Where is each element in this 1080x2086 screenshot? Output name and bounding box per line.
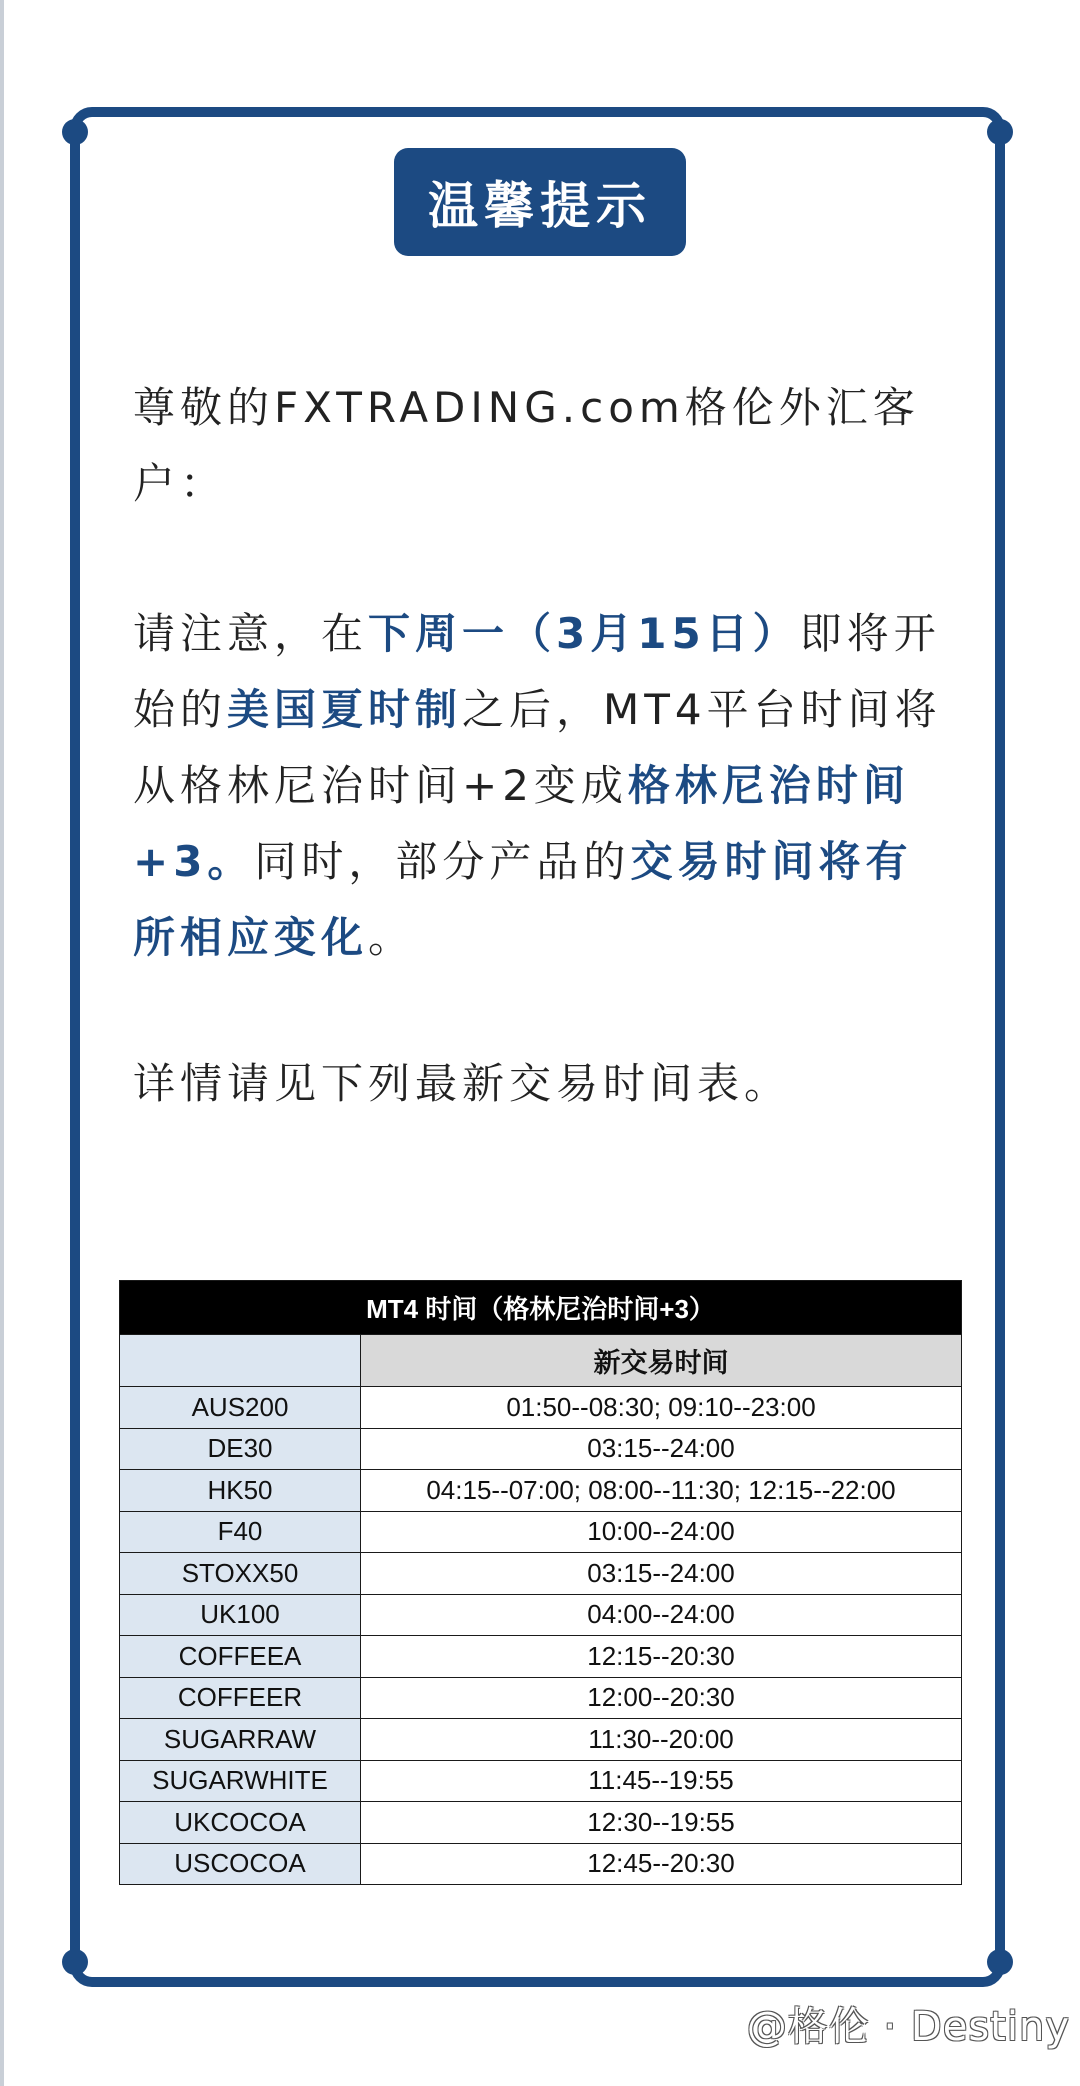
trading-hours-cell: 04:00--24:00	[361, 1594, 962, 1636]
symbol-cell: SUGARRAW	[120, 1719, 361, 1761]
notice-highlight-date: 下周一（3月15日）	[368, 609, 800, 658]
trading-hours-cell: 12:15--20:30	[361, 1636, 962, 1678]
table-header-row	[120, 1335, 962, 1387]
trading-hours-cell: 04:15--07:00; 08:00--11:30; 12:15--22:00	[361, 1470, 962, 1512]
notice-highlight-gmt: 格林尼治时间+3。	[133, 761, 910, 886]
symbol-cell: COFFEER	[120, 1677, 361, 1719]
left-edge-line	[0, 0, 4, 2086]
trading-hours-table	[119, 1280, 962, 1885]
corner-dot	[987, 1949, 1013, 1975]
symbol-cell: UKCOCOA	[120, 1802, 361, 1844]
dst-notice-paragraph	[133, 596, 953, 976]
trading-hours-cell: 03:15--24:00	[361, 1553, 962, 1595]
greeting-paragraph: 尊敬的FXTRADING.com格伦外汇客户：	[133, 383, 920, 508]
notice-text: 请注意，在	[133, 609, 369, 658]
details-paragraph: 详情请见下列最新交易时间表。	[133, 1059, 792, 1108]
notice-title: 温馨提示	[394, 148, 686, 256]
symbol-cell: COFFEEA	[120, 1636, 361, 1678]
corner-dot	[62, 119, 88, 145]
watermark: @格伦 · Destiny	[746, 2004, 1070, 2050]
notice-highlight-dst: 美国夏时制	[227, 685, 463, 734]
table-title-row	[120, 1281, 962, 1335]
table-row	[120, 1553, 962, 1595]
trading-hours-cell: 12:45--20:30	[361, 1843, 962, 1885]
table-row	[120, 1843, 962, 1885]
table-row	[120, 1760, 962, 1802]
symbol-cell: AUS200	[120, 1387, 361, 1429]
symbol-cell: STOXX50	[120, 1553, 361, 1595]
trading-hours-cell: 01:50--08:30; 09:10--23:00	[361, 1387, 962, 1429]
trading-hours-cell: 10:00--24:00	[361, 1511, 962, 1553]
table-row	[120, 1387, 962, 1429]
notice-highlight-hours: 交易时间将有所相应变化	[133, 837, 913, 962]
table-header-new-hours: 新交易时间	[361, 1335, 962, 1387]
symbol-cell: SUGARWHITE	[120, 1760, 361, 1802]
table-row	[120, 1594, 962, 1636]
notice-text: 。	[368, 913, 416, 962]
trading-hours-cell: 12:30--19:55	[361, 1802, 962, 1844]
notice-text: 之后，MT4平台时间将从格林尼治时间+2变成	[133, 685, 942, 810]
symbol-cell: USCOCOA	[120, 1843, 361, 1885]
trading-hours-cell: 03:15--24:00	[361, 1428, 962, 1470]
table-body	[120, 1387, 962, 1885]
symbol-cell: DE30	[120, 1428, 361, 1470]
corner-dot	[62, 1949, 88, 1975]
symbol-cell: UK100	[120, 1594, 361, 1636]
table-row	[120, 1802, 962, 1844]
table-row	[120, 1636, 962, 1678]
table-row	[120, 1470, 962, 1512]
trading-hours-cell: 11:30--20:00	[361, 1719, 962, 1761]
trading-hours-cell: 11:45--19:55	[361, 1760, 962, 1802]
symbol-cell: HK50	[120, 1470, 361, 1512]
table-header-blank	[120, 1335, 361, 1387]
table-row	[120, 1677, 962, 1719]
table-row	[120, 1719, 962, 1761]
symbol-cell: F40	[120, 1511, 361, 1553]
table-row	[120, 1511, 962, 1553]
notice-text: 同时，部分产品的	[254, 837, 631, 886]
notice-text: 即将开始的	[133, 609, 941, 734]
table-row	[120, 1428, 962, 1470]
trading-hours-cell: 12:00--20:30	[361, 1677, 962, 1719]
corner-dot	[987, 119, 1013, 145]
table-title: MT4 时间（格林尼治时间+3）	[120, 1281, 962, 1335]
